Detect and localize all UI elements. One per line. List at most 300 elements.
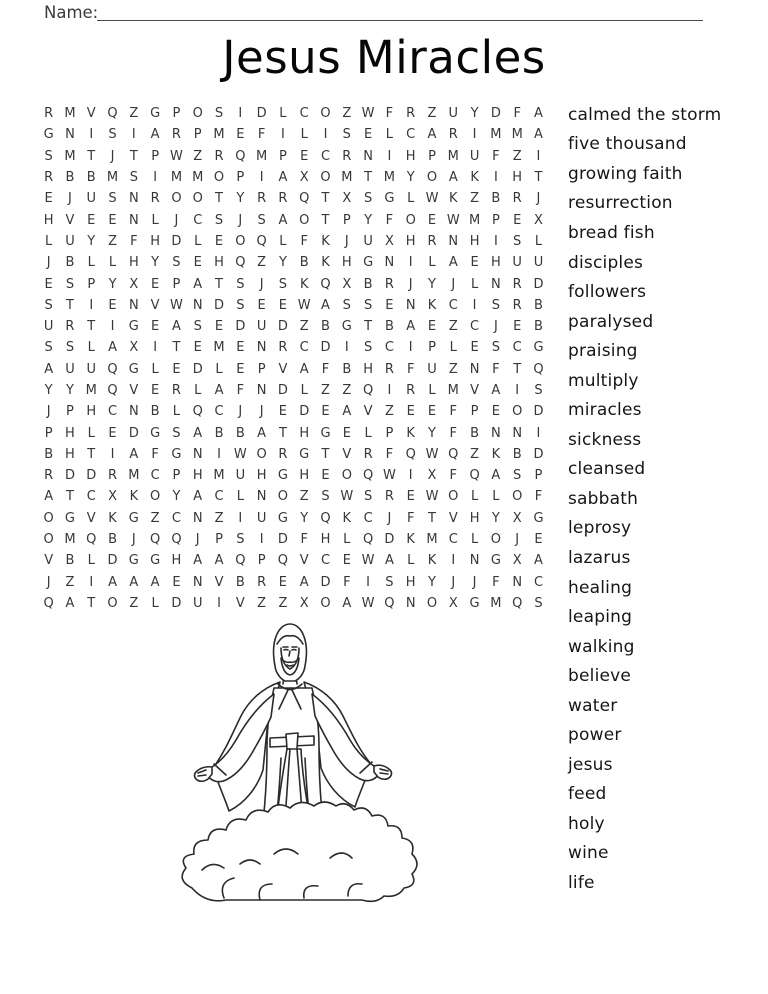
grid-cell: W [233,446,247,462]
grid-cell: L [300,127,308,143]
grid-cell: B [470,425,480,441]
grid-cell: P [534,468,543,484]
grid-cell: C [512,340,522,356]
grid-cell: E [172,361,181,377]
grid-cell: W [340,489,354,505]
grid-cell: M [447,148,459,164]
grid-cell: Q [171,532,182,548]
grid-cell: R [171,383,181,398]
grid-cell: Q [405,446,416,462]
grid-cell: D [128,425,139,441]
grid-cell: A [129,446,139,462]
grid-cell: E [427,212,437,228]
grid-cell: P [44,425,53,441]
grid-cell: S [278,276,288,292]
grid-cell: Q [235,553,246,569]
grid-cell: O [405,212,416,228]
grid-cell: A [278,212,288,228]
word-list-item: five thousand [568,134,687,155]
grid-cell: X [512,553,522,569]
grid-cell: K [470,170,479,186]
grid-cell: G [150,425,161,441]
grid-cell: W [361,553,375,569]
grid-cell: I [493,170,498,186]
grid-cell: N [192,574,203,590]
grid-cell: Q [320,510,331,526]
grid-cell: K [299,276,309,292]
grid-cell: N [512,574,523,590]
grid-cell: E [44,191,53,207]
grid-cell: P [428,148,436,164]
grid-cell: O [277,489,289,505]
grid-cell: E [236,361,245,377]
grid-cell: S [321,489,330,505]
grid-cell: S [214,106,224,122]
grid-cell: C [448,297,458,313]
grid-cell: U [363,233,373,249]
grid-cell: L [364,425,372,441]
grid-cell: O [235,233,246,249]
grid-cell: N [512,425,523,441]
grid-cell: X [299,595,309,611]
grid-cell: M [64,106,76,122]
grid-cell: S [172,425,181,441]
grid-cell: S [363,297,373,313]
grid-cell: F [151,446,159,462]
grid-cell: J [238,212,243,228]
grid-cell: J [174,212,179,228]
grid-cell: G [533,510,544,526]
grid-cell: F [406,361,415,377]
grid-cell: J [259,404,264,420]
grid-cell: Z [384,404,394,420]
grid-cell: L [470,489,479,505]
grid-cell: W [170,148,183,164]
grid-cell: A [44,361,54,377]
grid-cell: X [384,233,394,249]
grid-cell: A [108,574,117,590]
grid-cell: F [385,212,394,228]
grid-cell: E [513,212,522,228]
grid-cell: H [469,510,480,526]
grid-cell: P [172,276,181,292]
grid-cell: W [425,446,439,462]
grid-cell: L [279,233,287,249]
grid-cell: U [235,468,246,484]
grid-cell: U [192,595,203,611]
grid-cell: D [277,319,288,335]
grid-cell: L [343,532,351,548]
grid-cell: S [491,297,501,313]
grid-cell: Z [470,446,480,462]
word-list-item: lazarus [568,547,631,568]
grid-cell: R [44,468,54,484]
grid-cell: P [172,106,181,122]
grid-cell: J [493,319,498,335]
grid-cell: E [363,127,373,143]
grid-cell: B [44,446,54,462]
grid-cell: V [65,212,75,228]
grid-cell: B [512,446,522,462]
grid-cell: P [151,148,160,164]
grid-cell: R [363,446,373,462]
grid-cell: Z [278,595,288,611]
grid-cell: H [512,170,523,186]
grid-cell: E [172,574,181,590]
grid-cell: H [256,468,267,484]
grid-cell: J [536,191,541,207]
grid-cell: Q [362,532,374,548]
grid-cell: Q [107,361,118,377]
grid-cell: Q [469,468,480,484]
grid-cell: S [534,595,543,611]
grid-cell: L [428,383,436,398]
grid-cell: E [151,276,160,292]
grid-cell: W [361,595,375,611]
grid-cell: W [425,191,439,207]
grid-cell: T [321,446,330,462]
grid-cell: E [491,404,500,420]
grid-cell: Q [533,361,544,377]
grid-cell: W [446,212,460,228]
grid-cell: H [341,255,352,271]
grid-cell: G [64,510,75,526]
grid-cell: Y [151,255,160,271]
grid-cell: G [277,510,288,526]
grid-cell: E [406,404,415,420]
word-list-item: sickness [568,429,642,450]
grid-cell: A [448,170,458,186]
grid-cell: J [46,255,51,271]
grid-cell: E [278,574,288,590]
grid-cell: V [44,553,54,569]
grid-cell: J [472,574,477,590]
grid-cell: O [299,212,310,228]
grid-cell: B [534,319,543,335]
grid-cell: O [426,170,438,186]
grid-cell: I [472,297,477,313]
grid-cell: N [256,340,267,356]
grid-cell: M [468,212,481,228]
grid-cell: D [299,404,310,420]
grid-cell: L [300,383,308,398]
grid-cell: V [448,510,458,526]
grid-cell: B [235,574,245,590]
grid-cell: H [171,553,182,569]
grid-cell: E [470,255,479,271]
grid-cell: A [448,255,458,271]
grid-cell: Y [172,489,181,505]
grid-cell: Y [406,170,415,186]
grid-cell: I [536,425,541,441]
grid-cell: G [150,106,161,122]
grid-cell: A [150,574,160,590]
grid-cell: G [128,361,139,377]
grid-cell: C [448,532,458,548]
grid-cell: C [320,148,331,164]
grid-cell: M [490,595,502,611]
grid-cell: I [451,553,456,569]
grid-cell: E [406,489,415,505]
word-list-item: disciples [568,252,644,273]
grid-cell: X [448,595,458,611]
word-list-item: bread fish [568,222,655,243]
grid-cell: Q [235,255,246,271]
grid-cell: X [129,276,139,292]
grid-cell: I [89,127,94,143]
grid-cell: O [512,404,523,420]
grid-cell: S [44,340,53,356]
grid-cell: A [299,574,309,590]
grid-cell: B [342,361,352,377]
grid-cell: Z [65,574,75,590]
grid-cell: P [257,553,266,569]
grid-cell: A [342,595,352,611]
grid-cell: I [89,574,94,590]
grid-cell: M [511,127,523,143]
word-list-item: power [568,725,622,746]
grid-cell: S [108,127,117,143]
word-list-item: believe [568,666,632,687]
grid-cell: E [193,340,202,356]
grid-cell: Q [362,383,374,398]
grid-cell: Q [362,468,374,484]
grid-cell: V [470,383,480,398]
grid-cell: B [150,404,160,420]
grid-cell: H [128,255,139,271]
grid-cell: G [128,319,139,335]
grid-cell: O [192,191,203,207]
grid-cell: T [364,319,373,335]
grid-cell: T [65,489,74,505]
grid-cell: I [110,319,115,335]
grid-cell: D [192,361,203,377]
grid-cell: A [406,319,416,335]
grid-cell: N [491,276,501,292]
grid-cell: T [215,276,223,292]
grid-cell: E [108,212,117,228]
grid-cell: U [65,233,75,249]
word-list-item: resurrection [568,193,673,214]
grid-cell: U [86,361,96,377]
grid-cell: L [492,489,500,505]
grid-cell: Z [257,255,267,271]
grid-cell: A [108,340,117,356]
grid-cell: B [108,532,117,548]
grid-cell: L [449,340,457,356]
grid-cell: D [533,276,544,292]
grid-cell: N [192,510,203,526]
grid-cell: D [171,595,182,611]
grid-cell: T [534,170,543,186]
grid-cell: H [405,148,416,164]
grid-cell: Z [299,319,309,335]
grid-cell: S [257,212,266,228]
grid-cell: F [513,106,521,122]
grid-cell: J [451,276,456,292]
grid-cell: U [256,319,267,335]
grid-cell: Z [448,361,458,377]
word-list-item: leaping [568,607,633,628]
grid-cell: K [427,553,437,569]
grid-cell: B [491,191,501,207]
grid-cell: E [534,532,543,548]
grid-cell: R [512,191,522,207]
page-title: Jesus Miracles [222,31,546,84]
grid-cell: D [86,468,97,484]
grid-cell: S [172,255,181,271]
grid-cell: U [469,148,480,164]
grid-cell: A [150,127,160,143]
grid-cell: M [106,170,119,186]
grid-cell: G [128,553,139,569]
grid-cell: L [87,425,95,441]
grid-cell: Y [65,383,74,398]
grid-cell: H [192,468,203,484]
grid-cell: N [405,595,416,611]
grid-cell: N [405,297,416,313]
grid-cell: R [278,340,288,356]
grid-cell: C [406,127,416,143]
grid-cell: Z [129,595,139,611]
grid-cell: Q [235,148,246,164]
grid-cell: L [470,276,479,292]
word-list-item: jesus [568,754,613,775]
grid-cell: M [170,170,183,186]
grid-cell: J [238,404,243,420]
grid-cell: A [299,361,309,377]
grid-cell: U [86,191,96,207]
grid-cell: W [425,489,439,505]
grid-cell: E [321,468,330,484]
grid-cell: A [491,383,501,398]
grid-cell: L [87,255,95,271]
word-list-item: life [568,872,595,893]
grid-cell: R [65,319,75,335]
grid-cell: H [469,233,480,249]
grid-cell: F [534,489,543,505]
grid-cell: E [300,148,309,164]
grid-cell: K [449,191,458,207]
grid-cell: J [110,148,115,164]
grid-cell: Z [129,106,139,122]
grid-cell: A [214,553,224,569]
grid-cell: C [533,574,544,590]
grid-cell: F [343,574,351,590]
grid-cell: P [470,404,479,420]
grid-cell: Z [108,233,117,249]
grid-cell: X [342,276,352,292]
grid-cell: V [129,383,139,398]
name-label: Name: [44,3,99,22]
clouds [182,802,417,901]
grid-cell: B [235,425,245,441]
grid-cell: S [44,297,53,313]
grid-cell: Y [278,255,287,271]
grid-cell: B [363,276,373,292]
grid-cell: Y [364,212,373,228]
grid-cell: O [150,489,161,505]
grid-cell: R [342,148,352,164]
grid-cell: A [384,553,394,569]
grid-cell: F [449,425,458,441]
grid-cell: Q [107,106,118,122]
grid-cell: W [297,297,311,313]
grid-cell: E [427,319,437,335]
grid-cell: O [107,595,118,611]
grid-cell: S [363,191,373,207]
word-list-item: healing [568,577,633,598]
grid-cell: I [153,170,158,186]
name-line[interactable] [97,0,703,21]
grid-cell: I [408,255,413,271]
grid-cell: F [492,361,500,377]
grid-cell: E [278,404,288,420]
grid-cell: V [299,553,309,569]
grid-cell: I [217,446,221,462]
grid-cell: P [87,276,96,292]
grid-cell: F [236,383,245,398]
grid-cell: N [65,127,75,143]
grid-cell: E [108,297,117,313]
grid-cell: M [341,170,353,186]
grid-cell: O [448,489,459,505]
grid-cell: G [384,191,395,207]
grid-cell: T [87,595,96,611]
grid-cell: M [426,532,438,548]
grid-cell: I [280,127,285,143]
grid-cell: N [128,191,139,207]
grid-cell: S [236,532,245,548]
grid-cell: P [257,361,266,377]
grid-cell: P [172,468,181,484]
grid-cell: N [192,297,203,313]
grid-cell: J [46,574,51,590]
grid-cell: Y [108,276,117,292]
grid-cell: X [534,212,543,228]
grid-cell: O [256,446,267,462]
grid-cell: I [131,127,136,143]
grid-cell: P [66,404,74,420]
grid-cell: V [86,510,96,526]
grid-cell: U [256,510,267,526]
grid-cell: M [85,383,97,398]
grid-cell: H [43,212,54,228]
grid-cell: O [426,595,438,611]
grid-cell: G [533,340,544,356]
grid-cell: T [215,191,223,207]
grid-cell: Q [384,595,395,611]
grid-cell: T [87,319,96,335]
grid-cell: R [406,383,416,398]
grid-cell: C [86,489,96,505]
grid-cell: Q [277,553,289,569]
grid-cell: X [427,468,437,484]
grid-cell: B [65,170,75,186]
grid-cell: P [236,170,245,186]
grid-cell: U [65,361,75,377]
grid-cell: E [214,233,224,249]
grid-cell: G [490,553,501,569]
grid-cell: L [151,212,159,228]
grid-cell: L [172,404,181,420]
word-list-item: holy [568,813,605,834]
grid-cell: Q [299,191,310,207]
grid-cell: M [64,148,76,164]
grid-cell: T [87,446,96,462]
grid-cell: L [385,127,394,143]
grid-cell: E [257,297,266,313]
